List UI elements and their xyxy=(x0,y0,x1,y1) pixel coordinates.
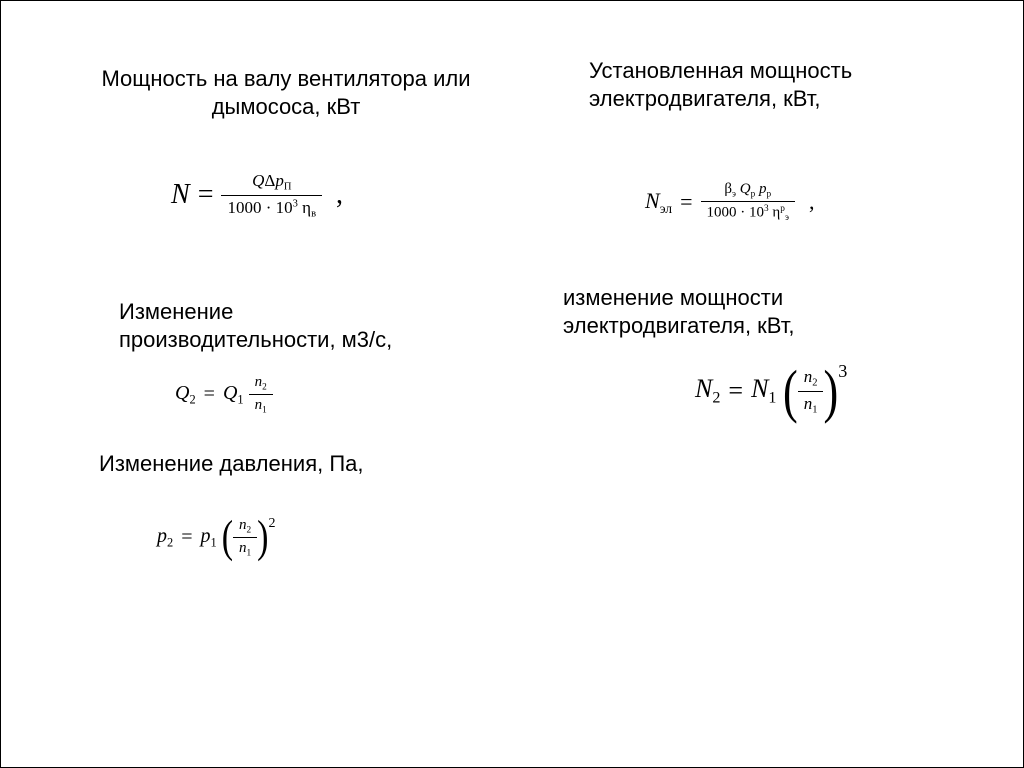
subscript: 2 xyxy=(262,382,267,393)
fraction xyxy=(701,181,795,223)
formula-lhs xyxy=(645,187,673,216)
var-p: p xyxy=(758,181,767,197)
var-n: N xyxy=(645,187,660,213)
exponent: 2 xyxy=(268,516,276,531)
subscript: 2 xyxy=(712,389,721,407)
installed-power-formula xyxy=(645,181,814,223)
subscript: эл xyxy=(659,200,673,216)
fraction xyxy=(249,374,273,416)
shaft-power-formula xyxy=(171,171,343,219)
var-p: p xyxy=(200,525,211,548)
motor-power-change-caption-line-2: электродвигателя, кВт, xyxy=(563,313,795,338)
shaft-power-caption-line-1: Мощность на валу вентилятора или xyxy=(101,66,471,91)
subscript: 2 xyxy=(246,525,252,536)
fraction-numerator xyxy=(221,171,322,196)
subscript: П xyxy=(283,181,292,193)
installed-power-caption xyxy=(589,57,919,113)
subscript: 1 xyxy=(237,392,244,407)
var-p: p xyxy=(275,171,284,190)
equals-sign: = xyxy=(181,526,193,549)
var-n: n xyxy=(803,366,813,386)
equals-sign: = xyxy=(680,189,693,215)
pressure-change-caption-line-1: Изменение давления, Па, xyxy=(99,451,364,476)
var-q: Q xyxy=(222,382,238,405)
subscript: 1 xyxy=(210,535,217,550)
subscript: 1 xyxy=(246,548,252,559)
comma: , xyxy=(336,179,344,211)
pressure-change-formula xyxy=(157,512,276,563)
delta-symbol: Δ xyxy=(264,171,276,190)
subscript: р xyxy=(750,189,756,200)
exponent: 3 xyxy=(838,361,848,381)
shaft-power-caption-line-2: дымососа, кВт xyxy=(211,94,361,119)
var-n: N xyxy=(695,374,713,404)
den-constant: 1000 · 10 xyxy=(706,204,765,221)
capacity-change-caption-line-1: Изменение xyxy=(119,299,234,324)
eta-symbol: η xyxy=(302,197,312,217)
formula-rhs-factor xyxy=(200,525,217,550)
right-paren: ) xyxy=(257,512,269,563)
subscript: э xyxy=(731,189,736,200)
left-paren: ( xyxy=(782,357,798,425)
subscript: р xyxy=(766,189,772,200)
subscript: 2 xyxy=(189,392,196,407)
fraction-denominator xyxy=(701,202,795,223)
fraction-numerator xyxy=(798,367,824,392)
var-n: n xyxy=(239,517,247,534)
formula-rhs-factor xyxy=(751,374,777,407)
fraction xyxy=(798,367,824,415)
beta-symbol: β xyxy=(724,181,732,197)
subscript: 2 xyxy=(167,535,174,550)
motor-power-change-formula xyxy=(695,357,848,425)
var-p: p xyxy=(157,525,167,548)
fraction xyxy=(221,171,322,219)
var-n: n xyxy=(239,540,247,557)
formula-lhs xyxy=(157,525,174,550)
installed-power-caption-line-1: Установленная мощность xyxy=(589,58,853,83)
var-n: N xyxy=(751,374,769,404)
equals-sign: = xyxy=(197,179,214,211)
comma: , xyxy=(808,189,815,215)
var-n: n xyxy=(254,374,263,390)
capacity-change-caption-line-2: производительности, м3/с, xyxy=(119,327,393,352)
formula-rhs-factor xyxy=(222,382,244,407)
exponent: 3 xyxy=(764,204,769,215)
fraction-denominator xyxy=(249,395,273,415)
eta-symbol: η xyxy=(772,204,781,221)
subscript: 1 xyxy=(812,404,818,416)
var-q: Q xyxy=(175,382,190,405)
var-n: n xyxy=(254,397,263,414)
var-q: Q xyxy=(739,181,751,197)
shaft-power-caption xyxy=(61,65,511,121)
exponent: 3 xyxy=(292,198,298,210)
motor-power-change-caption xyxy=(563,284,923,340)
left-paren: ( xyxy=(221,512,234,563)
fraction-denominator xyxy=(798,392,824,416)
subscript: в xyxy=(311,208,317,220)
right-paren: ) xyxy=(823,357,839,425)
superscript: р xyxy=(780,204,785,215)
den-constant: 1000 · 10 xyxy=(227,197,293,217)
capacity-change-caption xyxy=(119,298,499,354)
subscript: 2 xyxy=(812,377,818,389)
fraction xyxy=(233,517,257,559)
equals-sign: = xyxy=(728,376,744,406)
fraction-denominator xyxy=(233,538,257,558)
fraction-numerator xyxy=(701,181,795,202)
subscript: 1 xyxy=(262,405,267,416)
equals-sign: = xyxy=(203,383,215,406)
subscript: э xyxy=(784,213,789,224)
motor-power-change-caption-line-1: изменение мощности xyxy=(563,285,784,310)
fraction-numerator xyxy=(249,374,273,395)
formula-lhs xyxy=(695,374,721,407)
var-n: n xyxy=(803,393,813,413)
pressure-change-caption xyxy=(99,450,499,478)
var-q: Q xyxy=(252,171,265,190)
formula-lhs xyxy=(175,382,196,407)
capacity-change-formula xyxy=(175,374,273,416)
fraction-numerator xyxy=(233,517,257,538)
installed-power-caption-line-2: электродвигателя, кВт, xyxy=(589,86,821,111)
formula-lhs: N xyxy=(171,179,190,211)
fraction-denominator xyxy=(221,196,322,220)
subscript: 1 xyxy=(768,389,777,407)
